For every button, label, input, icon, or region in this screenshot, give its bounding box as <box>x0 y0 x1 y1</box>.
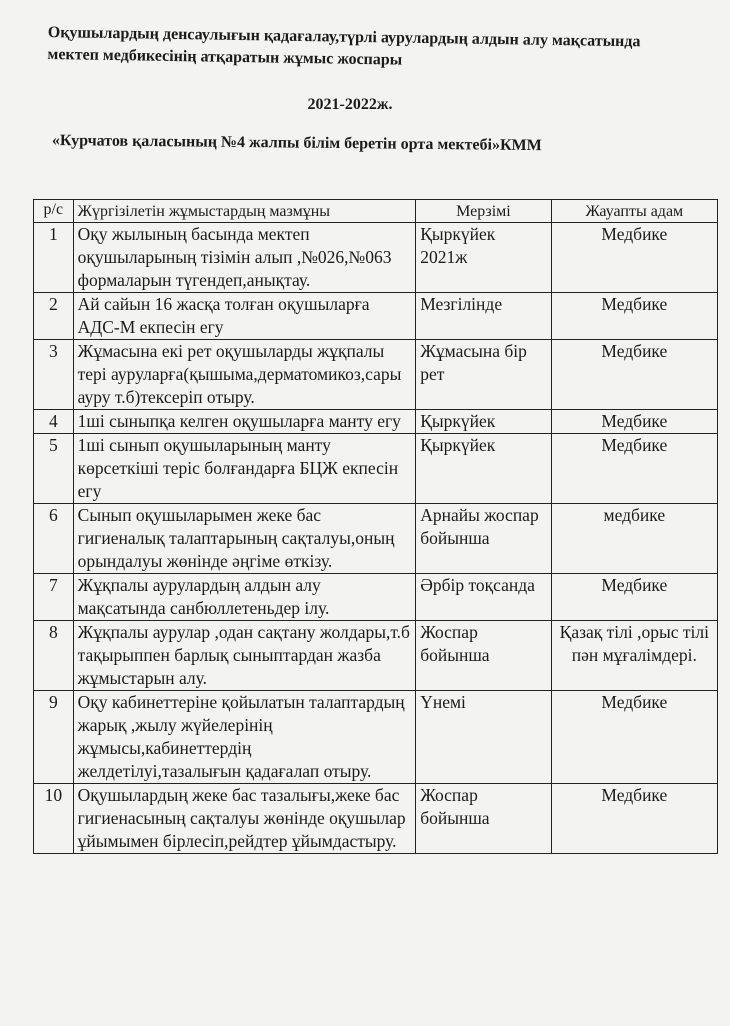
table-row <box>34 434 718 504</box>
row-responsible: медбике <box>551 504 717 574</box>
row-work: 1ші сыныпқа келген оқушыларға манту егу <box>73 410 416 434</box>
row-responsible: Медбике <box>551 691 717 784</box>
table-header-row <box>34 200 718 223</box>
row-number: 10 <box>34 784 74 854</box>
row-work: Оқушылардың жеке бас тазалығы,жеке бас гигиенасының сақталуы жөнінде оқушылар ұйымымен бірлесіп,рейдтер ұйымдастыру. <box>73 784 416 854</box>
row-number: 2 <box>34 293 74 340</box>
row-number: 7 <box>34 574 74 621</box>
row-work: Ай сайын 16 жасқа толған оқушыларға АДС-М екпесін егу <box>73 293 416 340</box>
row-number: 1 <box>34 223 74 293</box>
row-term: Қыркүйек <box>416 434 551 504</box>
table-row <box>34 621 718 691</box>
row-term: Мезгілінде <box>416 293 551 340</box>
table-row <box>34 504 718 574</box>
row-responsible: Медбике <box>551 574 717 621</box>
column-header-content: Жүргізілетін жұмыстардың мазмұны <box>73 200 416 223</box>
row-responsible: Медбике <box>551 223 717 293</box>
column-header-responsible: Жауапты адам <box>551 200 717 223</box>
school-name: «Курчатов қаласының №4 жалпы білім беретін орта мектебі»КММ <box>51 132 542 155</box>
table-row <box>34 691 718 784</box>
document-title: Оқушылардың денсаулығын қадағалау,түрлі аурулардың алдын алу мақсатында мектеп медбикесінің атқаратын жұмыс жоспары <box>47 23 641 69</box>
row-responsible: Қазақ тілі ,орыс тілі пән мұғалімдері. <box>551 621 717 691</box>
table-row <box>34 574 718 621</box>
row-work: 1ші сынып оқушыларының манту көрсеткіші теріс болғандарға БЦЖ екпесін егу <box>73 434 416 504</box>
column-header-number: р/с <box>34 200 74 223</box>
work-plan-table <box>33 199 718 854</box>
row-work: Сынып оқушыларымен жеке бас гигиеналық талаптарының сақталуы,оның орындалуы жөнінде әңгіме өткізу. <box>73 504 416 574</box>
row-term: Арнайы жоспар бойынша <box>416 504 551 574</box>
table-row <box>34 410 718 434</box>
row-number: 6 <box>34 504 74 574</box>
row-work: Жұмасына екі рет оқушыларды жұқпалы тері ауруларға(қышыма,дерматомикоз,сары ауру т.б)тексеріп отыру. <box>73 340 416 410</box>
row-number: 9 <box>34 691 74 784</box>
row-responsible: Медбике <box>551 340 717 410</box>
row-number: 3 <box>34 340 74 410</box>
row-responsible: Медбике <box>551 434 717 504</box>
row-term: Әрбір тоқсанда <box>416 574 551 621</box>
row-work: Оқу жылының басында мектеп оқушыларының тізімін алып ,№026,№063 формаларын түгендеп,анықтау. <box>73 223 416 293</box>
row-work: Жұқпалы аурулар ,одан сақтану жолдары,т.б тақырыппен барлық сыныптардан жазба жұмыстарын алу. <box>73 621 416 691</box>
row-responsible: Медбике <box>551 293 717 340</box>
row-term: Жұмасына бір рет <box>416 340 551 410</box>
table-row <box>34 784 718 854</box>
row-number: 5 <box>34 434 74 504</box>
row-term: Қыркүйек 2021ж <box>416 223 551 293</box>
document-year: 2021-2022ж. <box>307 96 393 113</box>
row-number: 4 <box>34 410 74 434</box>
row-term: Жоспар бойынша <box>416 784 551 854</box>
row-term: Үнемі <box>416 691 551 784</box>
row-term: Қыркүйек <box>416 410 551 434</box>
column-header-deadline: Мерзімі <box>416 200 551 223</box>
table-row <box>34 223 718 293</box>
row-responsible: Медбике <box>551 784 717 854</box>
row-term: Жоспар бойынша <box>416 621 551 691</box>
table-row <box>34 293 718 340</box>
row-work: Оқу кабинеттеріне қойылатын талаптардың жарық ,жылу жүйелерінің жұмысы,кабинеттердің желдетілуі,тазалығын қадағалап отыру. <box>73 691 416 784</box>
row-work: Жұқпалы аурулардың алдын алу мақсатында санбюллетеньдер ілу. <box>73 574 416 621</box>
row-responsible: Медбике <box>551 410 717 434</box>
row-number: 8 <box>34 621 74 691</box>
table-row <box>34 340 718 410</box>
